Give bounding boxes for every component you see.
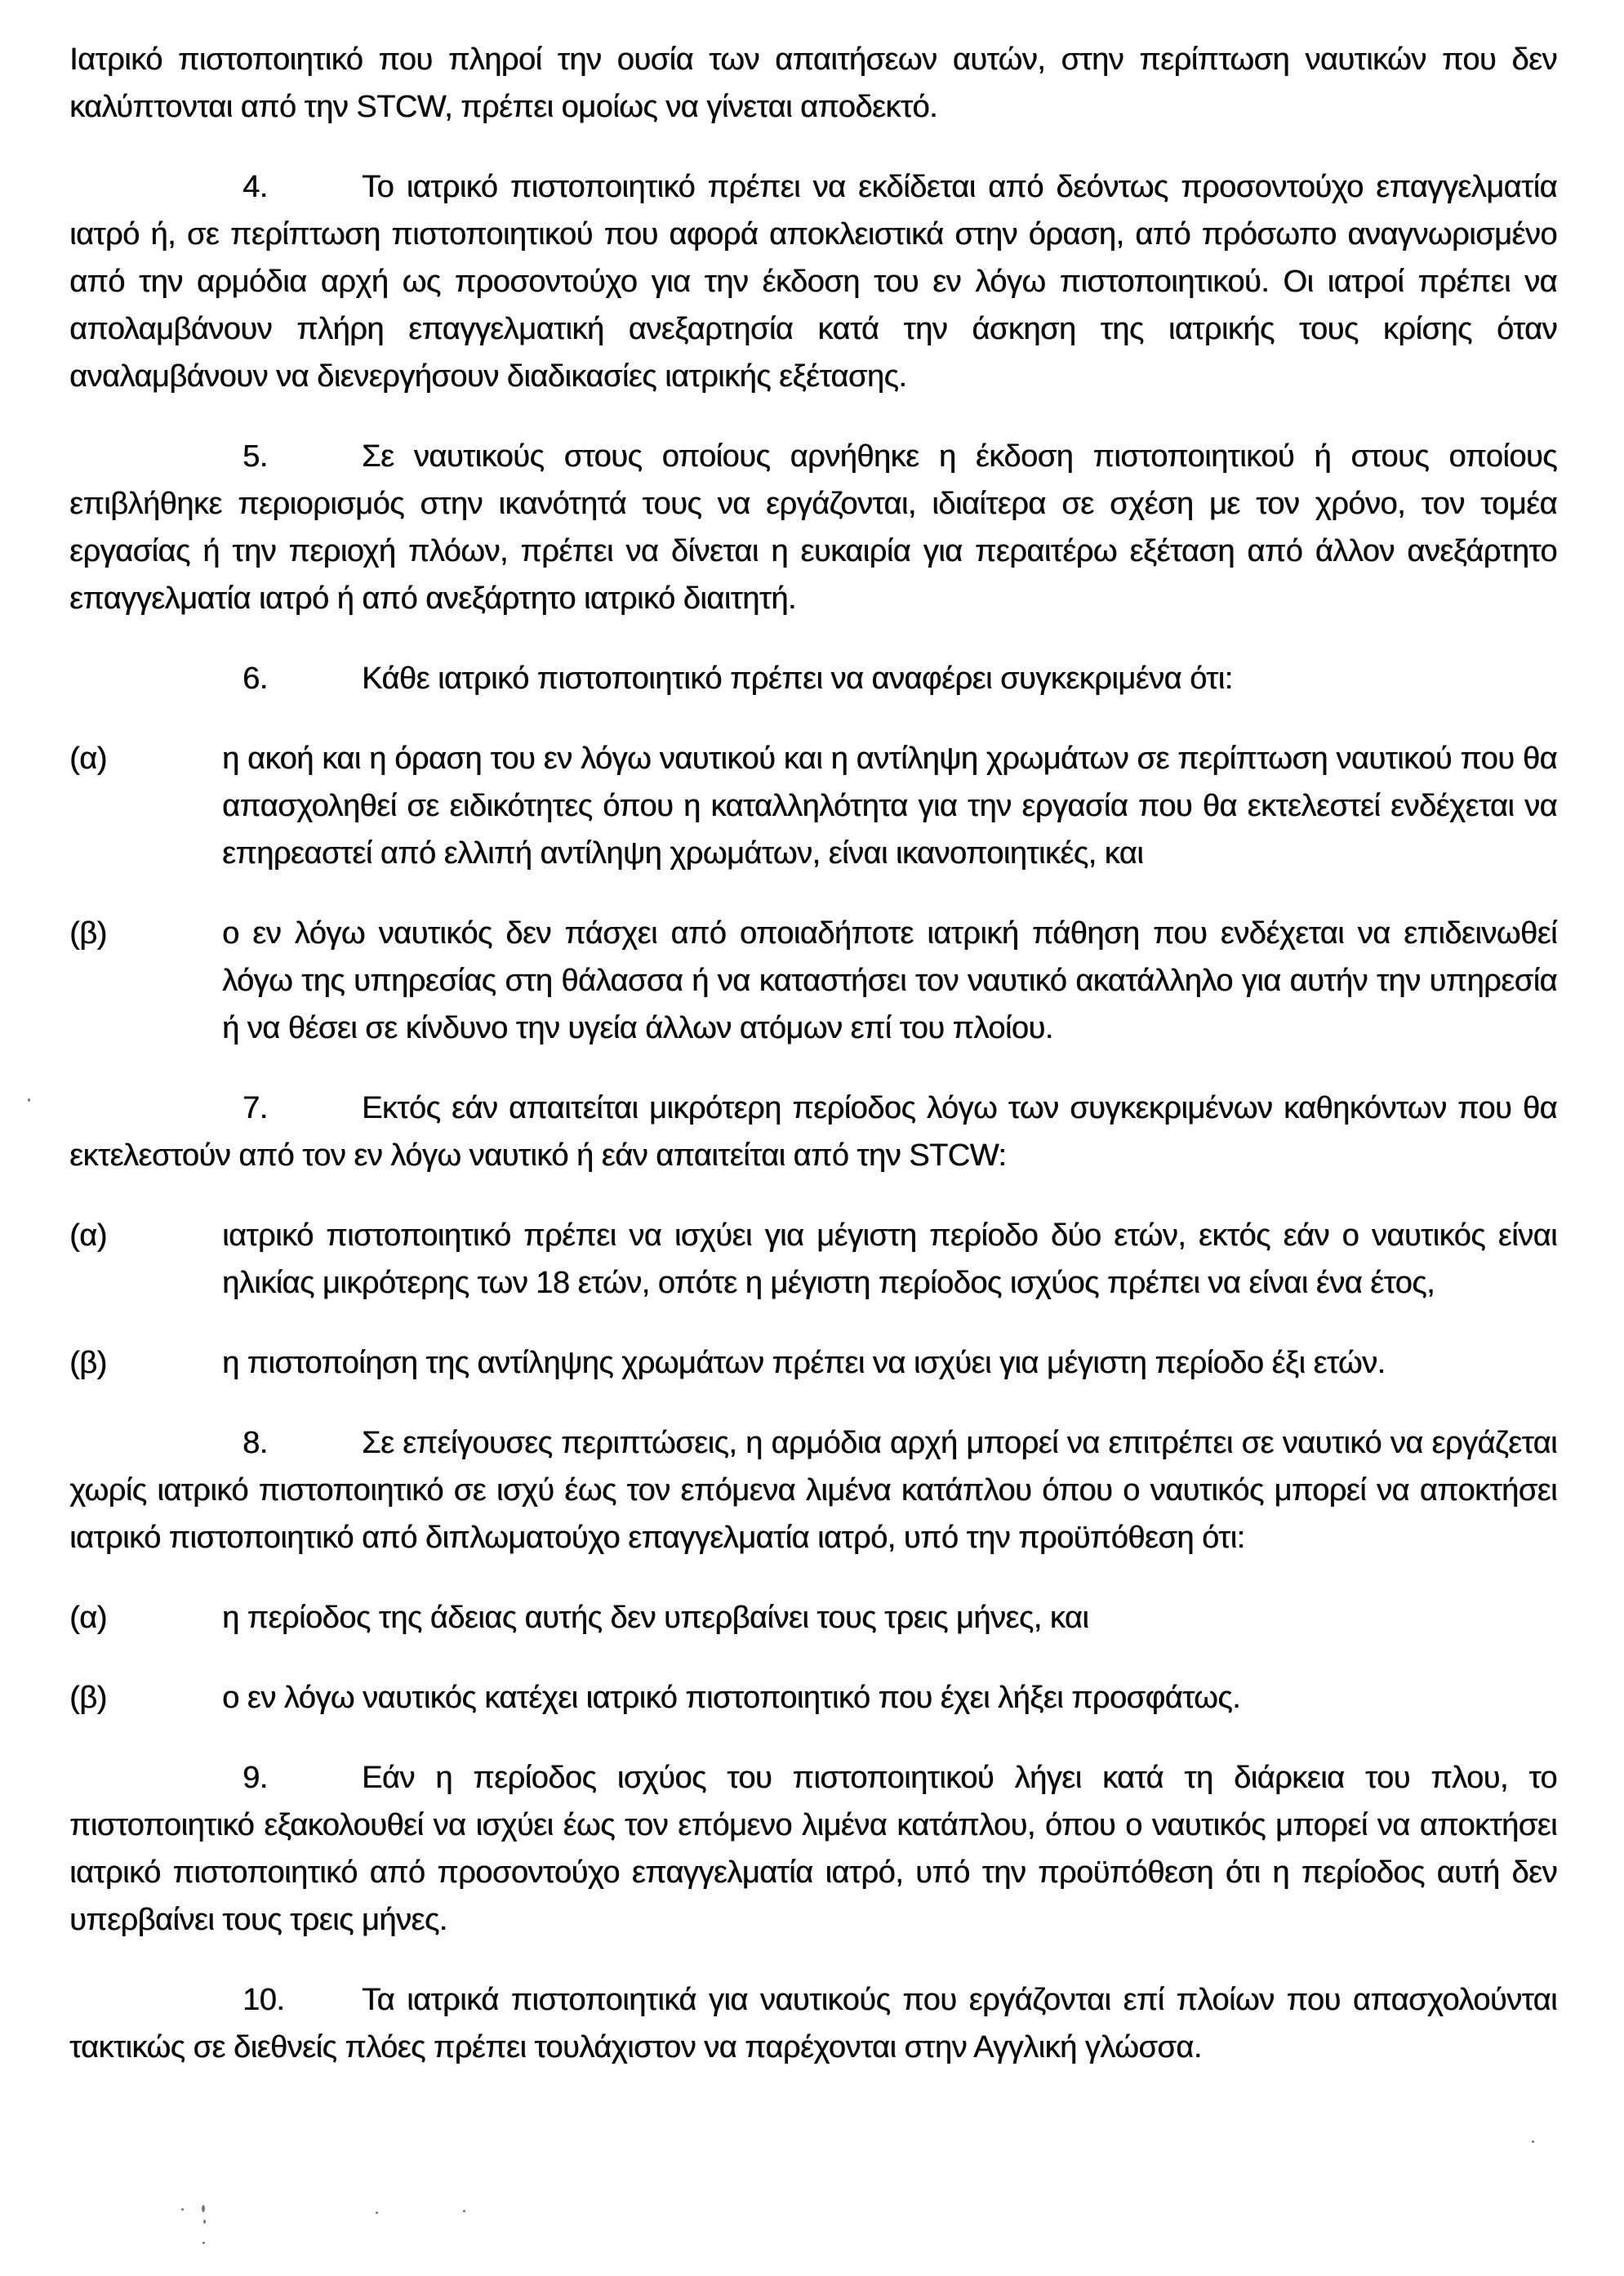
paragraph bbox=[69, 163, 1557, 400]
paragraph bbox=[69, 1754, 1557, 1944]
list-item bbox=[69, 1674, 1557, 1721]
scan-speck bbox=[181, 2208, 184, 2211]
scan-speck bbox=[203, 2220, 206, 2224]
list-item-text: η ακοή και η όραση του εν λόγω ναυτικού και η αντίληψη χρωμάτων σε περίπτωση ναυτικού που θα απασχοληθεί σε ειδικότητες όπου η καταλληλότητα για την εργασία που θα εκτελεστεί ενδέχεται να επηρεαστεί από ελλιπή αντίληψη χρωμάτων, είναι ικανοποιητικές, και bbox=[222, 742, 1557, 871]
paragraph-text: Σε επείγουσες περιπτώσεις, η αρμόδια αρχή μπορεί να επιτρέπει σε ναυτικό να εργάζεται χωρίς ιατρικό πιστοποιητικό σε ισχύ έως τον επόμενα λιμένα κατάπλου όπου ο ναυτικός μπορεί να αποκτήσει ιατρικό πιστοποιητικό από διπλωματούχο επαγγελματία ιατρό, υπό την προϋπόθεση ότι: bbox=[69, 1426, 1557, 1555]
scan-speck bbox=[376, 2211, 378, 2214]
scan-speck bbox=[28, 1098, 30, 1102]
scan-speck bbox=[463, 2210, 465, 2212]
list-item bbox=[69, 1339, 1557, 1387]
paragraph-text: Τα ιατρικά πιστοποιητικά για ναυτικούς που εργάζονται επί πλοίων που απασχολούνται τακτικώς σε διεθνείς πλόες πρέπει τουλάχιστον να παρέχονται στην Αγγλική γλώσσα. bbox=[69, 1983, 1557, 2064]
paragraph-text: Ιατρικό πιστοποιητικό που πληροί την ουσία των απαιτήσεων αυτών, στην περίπτωση ναυτικών που δεν καλύπτονται από την STCW, πρέπει ομοίως να γίνεται αποδεκτό. bbox=[69, 42, 1557, 124]
paragraph bbox=[69, 1419, 1557, 1561]
paragraph bbox=[69, 433, 1557, 622]
paragraph-number: 8. bbox=[242, 1426, 268, 1460]
list-item bbox=[69, 910, 1557, 1052]
paragraph bbox=[69, 36, 1557, 131]
list-item-text: ο εν λόγω ναυτικός δεν πάσχει από οποιαδήποτε ιατρική πάθηση που ενδέχεται να επιδεινωθεί λόγω της υπηρεσίας στη θάλασσα ή να καταστήσει τον ναυτικό ακατάλληλο για αυτήν την υπηρεσία ή να θέσει σε κίνδυνο την υγεία άλλων ατόμων επί του πλοίου. bbox=[222, 916, 1557, 1045]
paragraph-text: Σε ναυτικούς στους οποίους αρνήθηκε η έκδοση πιστοποιητικού ή στους οποίους επιβλήθηκε περιορισμός στην ικανότητά τους να εργάζονται, ιδιαίτερα σε σχέση με τον χρόνο, τον τομέα εργασίας ή την περιοχή πλόων, πρέπει να δίνεται η ευκαιρία για περαιτέρω εξέταση από άλλον ανεξάρτητο επαγγελματία ιατρό ή από ανεξάρτητο ιατρικό διαιτητή. bbox=[69, 439, 1557, 616]
paragraph-number: 7. bbox=[242, 1091, 268, 1125]
paragraph-number: 4. bbox=[242, 170, 268, 204]
paragraph-number: 5. bbox=[242, 439, 268, 474]
paragraph bbox=[69, 655, 1557, 702]
list-item bbox=[69, 735, 1557, 877]
paragraph-text: Εκτός εάν απαιτείται μικρότερη περίοδος λόγω των συγκεκριμένων καθηκόντων που θα εκτελεστούν από τον εν λόγω ναυτικό ή εάν απαιτείται από την STCW: bbox=[69, 1091, 1557, 1173]
scan-speck bbox=[202, 2242, 205, 2244]
list-item-text: η περίοδος της άδειας αυτής δεν υπερβαίνει τους τρεις μήνες, και bbox=[222, 1601, 1089, 1635]
list-item-marker: (α) bbox=[69, 1218, 107, 1253]
paragraph-text: Κάθε ιατρικό πιστοποιητικό πρέπει να αναφέρει συγκεκριμένα ότι: bbox=[362, 661, 1233, 696]
list-item-text: ο εν λόγω ναυτικός κατέχει ιατρικό πιστοποιητικό που έχει λήξει προσφάτως. bbox=[222, 1681, 1241, 1715]
scan-speck bbox=[202, 2205, 205, 2212]
document-text-block bbox=[69, 36, 1557, 2071]
list-item-marker: (β) bbox=[69, 916, 107, 951]
paragraph-number: 10. bbox=[242, 1983, 285, 2017]
list-item-text: η πιστοποίηση της αντίληψης χρωμάτων πρέπει να ισχύει για μέγιστη περίοδο έξι ετών. bbox=[222, 1346, 1386, 1380]
scan-speck bbox=[1532, 2140, 1534, 2143]
paragraph-text: Το ιατρικό πιστοποιητικό πρέπει να εκδίδεται από δεόντως προσοντούχο επαγγελματία ιατρό ή, σε περίπτωση πιστοποιητικού που αφορά αποκλειστικά στην όραση, από πρόσωπο αναγνωρισμένο από την αρμόδια αρχή ως προσοντούχο για την έκδοση του εν λόγω πιστοποιητικού. Οι ιατροί πρέπει να απολαμβάνουν πλήρη επαγγελματική ανεξαρτησία κατά την άσκηση της ιατρικής τους κρίσης όταν αναλαμβάνουν να διενεργήσουν διαδικασίες ιατρικής εξέτασης. bbox=[69, 170, 1557, 394]
list-item-text: ιατρικό πιστοποιητικό πρέπει να ισχύει για μέγιστη περίοδο δύο ετών, εκτός εάν ο ναυτικός είναι ηλικίας μικρότερης των 18 ετών, οπότε η μέγιστη περίοδος ισχύος πρέπει να είναι ένα έτος, bbox=[222, 1218, 1557, 1300]
list-item-marker: (α) bbox=[69, 1601, 107, 1635]
paragraph-number: 9. bbox=[242, 1761, 268, 1795]
list-item bbox=[69, 1212, 1557, 1307]
list-item bbox=[69, 1594, 1557, 1641]
paragraph-text: Εάν η περίοδος ισχύος του πιστοποιητικού λήγει κατά τη διάρκεια του πλου, το πιστοποιητικό εξακολουθεί να ισχύει έως τον επόμενο λιμένα κατάπλου, όπου ο ναυτικός μπορεί να αποκτήσει ιατρικό πιστοποιητικό από προσοντούχο επαγγελματία ιατρό, υπό την προϋπόθεση ότι η περίοδος αυτή δεν υπερβαίνει τους τρεις μήνες. bbox=[69, 1761, 1557, 1937]
list-item-marker: (α) bbox=[69, 742, 107, 776]
list-item-marker: (β) bbox=[69, 1681, 107, 1715]
paragraph bbox=[69, 1085, 1557, 1179]
paragraph bbox=[69, 1976, 1557, 2071]
list-item-marker: (β) bbox=[69, 1346, 107, 1380]
paragraph-number: 6. bbox=[242, 661, 268, 696]
